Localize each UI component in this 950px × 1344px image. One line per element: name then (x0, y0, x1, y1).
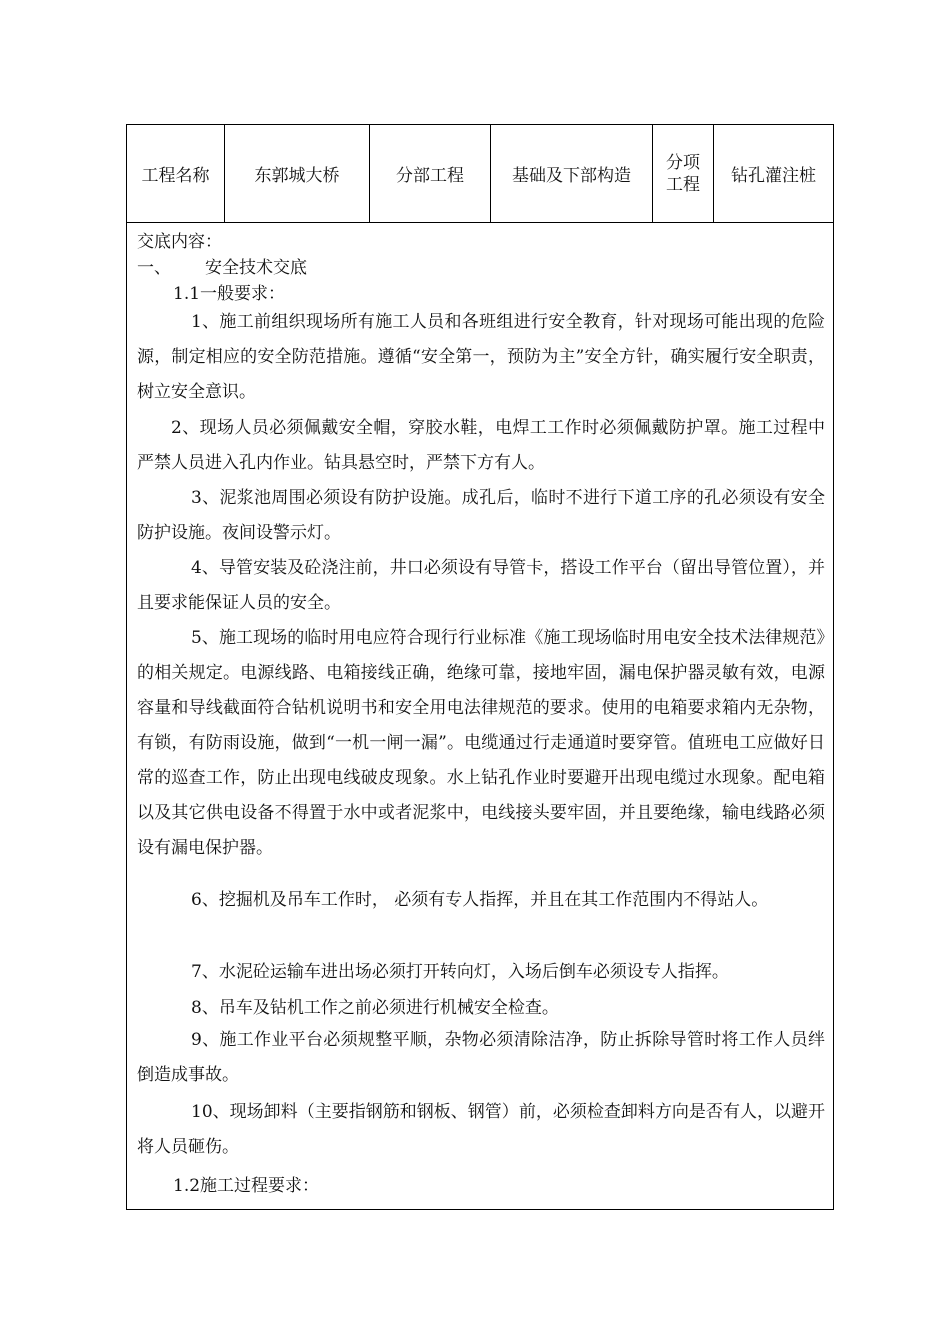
disclosure-content (127, 223, 833, 1209)
paragraph-1: 1、施工前组织现场所有施工人员和各班组进行安全教育，针对现场可能出现的危险源，制定相应的安全防范措施。遵循“安全第一，预防为主”安全方针，确实履行安全职责，树立安全意识。 (137, 312, 825, 402)
project-name-value: 东郭城大桥 (225, 125, 370, 222)
paragraph-2: 2、现场人员必须佩戴安全帽，穿胶水鞋，电焊工工作时必须佩戴防护罩。施工过程中严禁人员进入孔内作业。钻具悬空时，严禁下方有人。 (137, 418, 825, 473)
section-title: 安全技术交底 (205, 258, 307, 278)
content-label: 交底内容： (137, 232, 222, 252)
disclosure-form (126, 124, 834, 1210)
sub-heading-process: 1.2施工过程要求： (173, 1176, 320, 1196)
section-number: 一、 (137, 258, 171, 278)
paragraph-7: 7、水泥砼运输车进出场必须打开转向灯，入场后倒车必须设专人指挥。 (191, 962, 729, 982)
paragraph-9: 9、施工作业平台必须规整平顺，杂物必须清除洁净，防止拆除导管时将工作人员绊倒造成事故。 (137, 1030, 825, 1085)
paragraph-10: 10、现场卸料（主要指钢筋和钢板、钢管）前，必须检查卸料方向是否有人，以避开将人员砸伤。 (137, 1102, 825, 1157)
paragraph-8: 8、吊车及钻机工作之前必须进行机械安全检查。 (191, 998, 559, 1018)
division-label: 分部工程 (370, 125, 491, 222)
project-name-label: 工程名称 (127, 125, 225, 222)
subitem-label (653, 125, 714, 222)
sub-heading-general: 1.1一般要求： (173, 284, 286, 304)
paragraph-5: 5、施工现场的临时用电应符合现行行业标准《施工现场临时用电安全技术法律规范》的相关规定。电源线路、电箱接线正确，绝缘可靠，接地牢固，漏电保护器灵敏有效，电源容量和导线截面符合钻机说明书和安全用电法律规范的要求。使用的电箱要求箱内无杂物，有锁，有防雨设施，做到“一机一闸一漏”。电缆通过行走通道时要穿管。值班电工应做好日常的巡查工作，防止出现电线破皮现象。水上钻孔作业时要避开出现电缆过水现象。配电箱以及其它供电设备不得置于水中或者泥浆中，电线接头要牢固，并且要绝缘，输电线路必须设有漏电保护器。 (137, 628, 825, 858)
section-heading (137, 253, 307, 278)
subitem-value: 钻孔灌注桩 (731, 166, 816, 186)
paragraph-4: 4、导管安装及砼浇注前，井口必须设有导管卡，搭设工作平台（留出导管位置），并且要求能保证人员的安全。 (137, 558, 825, 613)
paragraph-3: 3、泥浆池周围必须设有防护设施。成孔后，临时不进行下道工序的孔必须设有安全防护设施。夜间设警示灯。 (137, 488, 825, 543)
subitem-label-line2: 工程 (666, 174, 700, 195)
paragraph-6: 6、挖掘机及吊车工作时， 必须有专人指挥，并且在其工作范围内不得站人。 (191, 890, 769, 910)
division-value: 基础及下部构造 (491, 125, 653, 222)
subitem-label-line1: 分项 (666, 152, 700, 173)
form-header-row (127, 125, 833, 223)
